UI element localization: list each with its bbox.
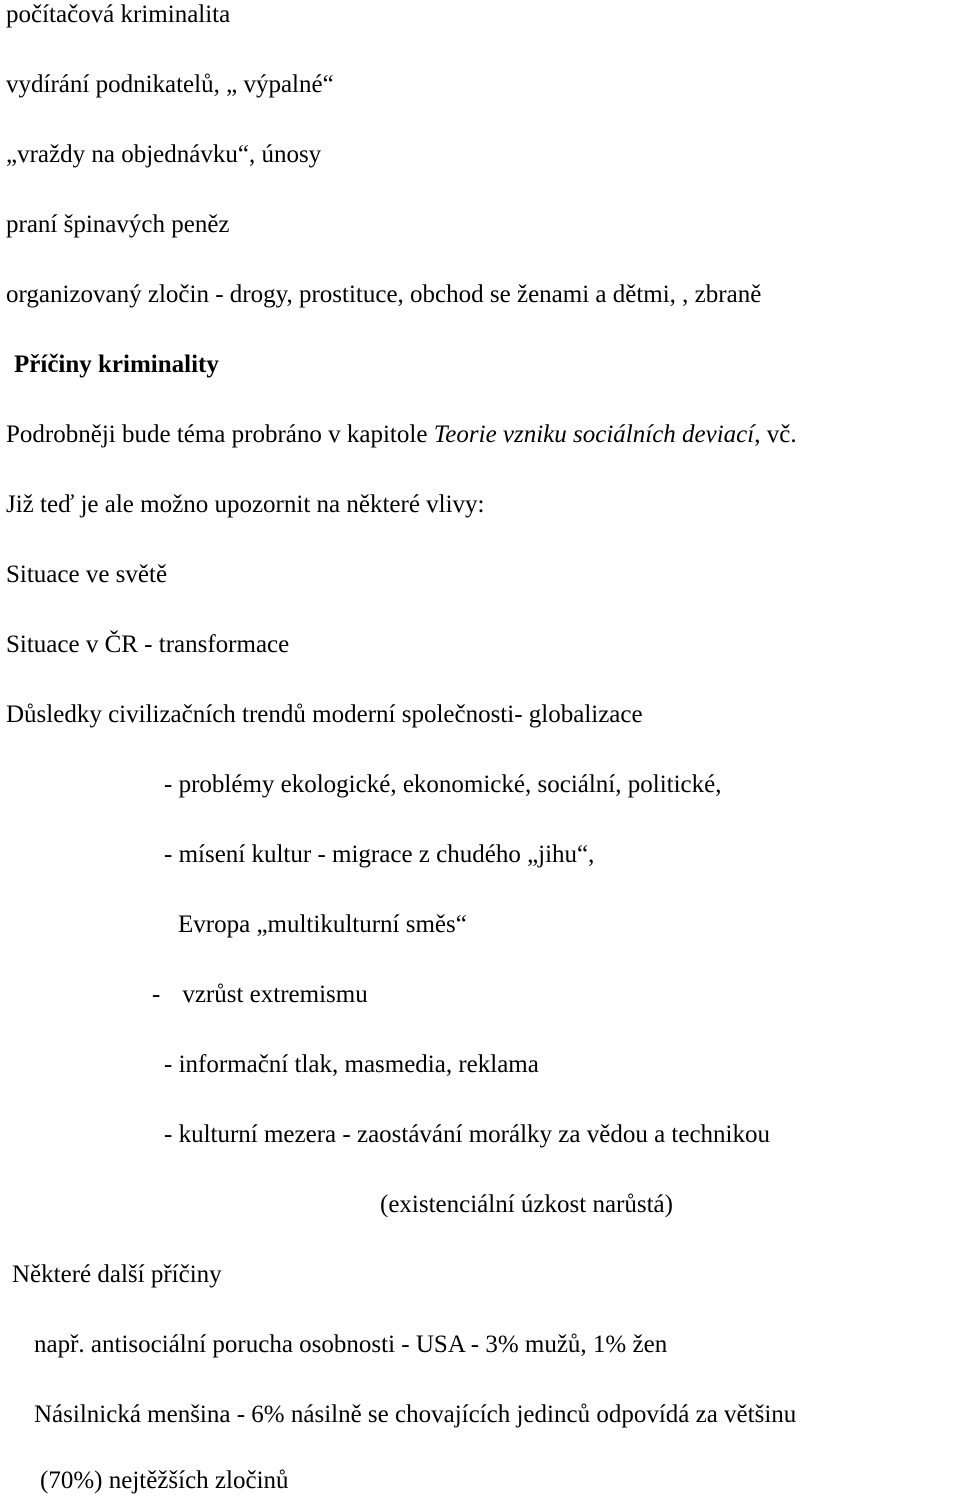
section-heading-causes: Příčiny kriminality <box>14 351 219 378</box>
text-line-serious-crimes: (70%) nejtěžších zločinů <box>40 1467 289 1494</box>
text-line-other-causes: Některé další příčiny <box>12 1261 222 1288</box>
text-line-violent-minority: Násilnická menšina - 6% násilně se chovajících jedinců odpovídá za většinu <box>34 1401 797 1428</box>
list-item-extremism <box>152 980 368 1010</box>
chapter-reference-text: Podrobněji bude téma probráno v kapitole <box>6 421 434 448</box>
list-item-existential-anxiety: (existenciální úzkost narůstá) <box>380 1191 673 1218</box>
text-line-world-situation: Situace ve světě <box>6 561 168 588</box>
list-dash: - <box>152 981 161 1008</box>
list-item-europe-mix: Evropa „multikulturní směs“ <box>178 911 467 938</box>
list-item-cultural-gap: - kulturní mezera - zaostávání morálky za vědou a technikou <box>164 1121 771 1148</box>
text-line-money-laundering: praní špinavých peněz <box>6 211 230 238</box>
text-line-contract-killings: „vraždy na objednávku“, únosy <box>6 141 322 168</box>
chapter-reference-suffix: , vč. <box>754 421 797 448</box>
text-line-antisocial-disorder: např. antisociální porucha osobnosti - USA - 3% mužů, 1% žen <box>34 1331 668 1358</box>
list-item-culture-mixing: - mísení kultur - migrace z chudého „jihu“, <box>164 841 595 868</box>
text-line-influences-intro: Již teď je ale možno upozornit na některé vlivy: <box>6 491 485 518</box>
text-line-extortion: vydírání podnikatelů, „ výpalné“ <box>6 71 334 98</box>
text-line-cr-situation: Situace v ČR - transformace <box>6 631 290 658</box>
chapter-title-italic: Teorie vzniku sociálních deviací <box>433 421 755 448</box>
list-item-problems: - problémy ekologické, ekonomické, sociální, politické, <box>164 771 722 798</box>
text-line-civilization-trends: Důsledky civilizačních trendů moderní společnosti- globalizace <box>6 701 643 728</box>
text-line-chapter-reference <box>6 420 797 450</box>
list-item-extremism-text: vzrůst extremismu <box>182 981 368 1008</box>
text-line-computer-crime: počítačová kriminalita <box>6 1 231 28</box>
list-item-information-pressure: - informační tlak, masmedia, reklama <box>164 1051 539 1078</box>
text-line-organized-crime: organizovaný zločin - drogy, prostituce, obchod se ženami a dětmi, , zbraně <box>6 281 762 308</box>
